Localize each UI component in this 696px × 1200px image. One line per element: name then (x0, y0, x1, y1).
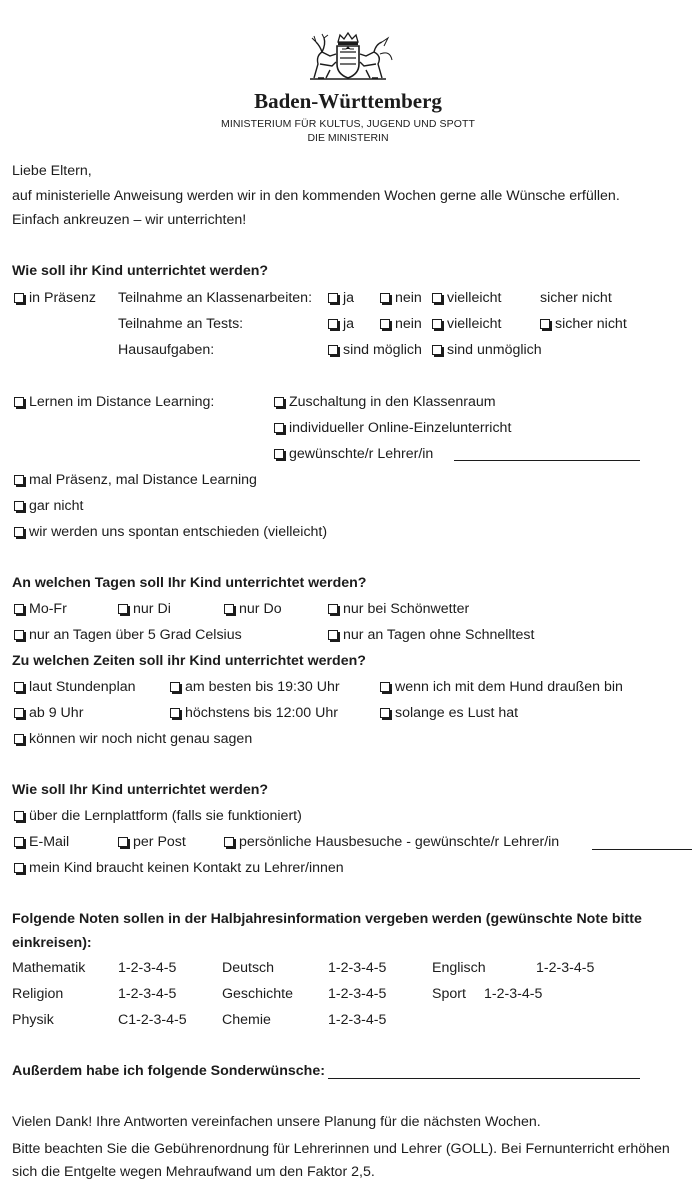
checkbox[interactable] (14, 811, 24, 821)
checkbox[interactable] (380, 708, 390, 718)
checkbox[interactable] (14, 501, 24, 511)
section-heading-channel: Wie soll Ihr Kind unterrichtet werden? (12, 782, 269, 798)
checkbox[interactable] (118, 604, 128, 614)
option-ab9[interactable]: ab 9 Uhr (14, 705, 83, 721)
option-tests-ja[interactable]: ja (328, 316, 354, 332)
checkbox[interactable] (328, 630, 338, 640)
option-schnelltest[interactable]: nur an Tagen ohne Schnelltest (328, 627, 534, 643)
subject-grades[interactable]: 1-2-3-4-5 (118, 960, 177, 976)
hausbesuche-blank-line[interactable] (592, 849, 692, 850)
option-di[interactable]: nur Di (118, 601, 171, 617)
option-ka-vielleicht[interactable]: vielleicht (432, 290, 501, 306)
subject-grades[interactable]: 1-2-3-4-5 (536, 960, 595, 976)
option-spontan[interactable]: wir werden uns spontan entschieden (vielleicht) (14, 524, 327, 540)
option-ka-nein[interactable]: nein (380, 290, 422, 306)
subject-name: Chemie (222, 1012, 271, 1028)
checkbox[interactable] (328, 604, 338, 614)
option-garnicht[interactable]: gar nicht (14, 498, 83, 514)
subject-grades[interactable]: 1-2-3-4-5 (328, 986, 387, 1002)
option-stundenplan[interactable]: laut Stundenplan (14, 679, 136, 695)
option-ha-unmoeglich[interactable]: sind unmöglich (432, 342, 542, 358)
option-email[interactable]: E-Mail (14, 834, 69, 850)
checkbox[interactable] (432, 319, 442, 329)
section-heading-grades: Folgende Noten sollen in der Halbjahresinformation vergeben werden (gewünschte Note bitte (12, 911, 642, 927)
checkbox[interactable] (118, 837, 128, 847)
checkbox[interactable] (274, 397, 284, 407)
option-tests-nein[interactable]: nein (380, 316, 422, 332)
option-genau[interactable]: können wir noch nicht genau sagen (14, 731, 252, 747)
ministry-office: DIE MINISTERIN (307, 132, 389, 144)
footer-fees-cont: sich die Entgelte wegen Mehraufwand um den Faktor 2,5. (12, 1164, 375, 1180)
option-do[interactable]: nur Do (224, 601, 282, 617)
subject-grades[interactable]: 1-2-3-4-5 (328, 960, 387, 976)
brand-title: Baden-Württemberg (254, 89, 442, 113)
checkbox[interactable] (328, 319, 338, 329)
checkbox[interactable] (14, 527, 24, 537)
section-heading-times: Zu welchen Zeiten soll ihr Kind unterrichtet werden? (12, 653, 366, 669)
checkbox[interactable] (14, 708, 24, 718)
option-online[interactable]: individueller Online-Einzelunterricht (274, 420, 511, 436)
option-ka-ja[interactable]: ja (328, 290, 354, 306)
option-praesenz[interactable]: in Präsenz (14, 290, 96, 306)
subject-grades[interactable]: 1-2-3-4-5 (118, 986, 177, 1002)
special-wishes-blank-line[interactable] (328, 1078, 640, 1079)
subject-name: Religion (12, 986, 64, 1002)
checkbox[interactable] (432, 293, 442, 303)
subject-name: Mathematik (12, 960, 86, 976)
coat-of-arms-logo (300, 32, 396, 82)
subject-grades[interactable]: 1-2-3-4-5 (484, 986, 543, 1002)
option-tests-sicher-nicht[interactable]: sicher nicht (540, 316, 627, 332)
option-grad[interactable]: nur an Tagen über 5 Grad Celsius (14, 627, 242, 643)
label-tests: Teilnahme an Tests: (118, 316, 244, 332)
checkbox[interactable] (224, 837, 234, 847)
option-ha-moeglich[interactable]: sind möglich (328, 342, 422, 358)
footer-thanks: Vielen Dank! Ihre Antworten vereinfachen unsere Planung für die nächsten Wochen. (12, 1114, 541, 1130)
intro-line-2: Einfach ankreuzen – wir unterrichten! (12, 212, 247, 228)
option-zuschaltung[interactable]: Zuschaltung in den Klassenraum (274, 394, 496, 410)
checkbox[interactable] (328, 293, 338, 303)
subject-name: Geschichte (222, 986, 293, 1002)
checkbox[interactable] (14, 734, 24, 744)
checkbox[interactable] (14, 397, 24, 407)
checkbox[interactable] (170, 708, 180, 718)
option-hund[interactable]: wenn ich mit dem Hund draußen bin (380, 679, 623, 695)
option-post[interactable]: per Post (118, 834, 186, 850)
checkbox[interactable] (274, 449, 284, 459)
checkbox[interactable] (14, 682, 24, 692)
section-heading-how: Wie soll ihr Kind unterrichtet werden? (12, 263, 269, 279)
checkbox[interactable] (14, 604, 24, 614)
option-keinkontakt[interactable]: mein Kind braucht keinen Kontakt zu Lehrer/innen (14, 860, 344, 876)
intro-line-1: auf ministerielle Anweisung werden wir in den kommenden Wochen gerne alle Wünsche erfüllen. (12, 188, 620, 204)
checkbox[interactable] (540, 319, 550, 329)
greeting: Liebe Eltern, (12, 163, 92, 179)
subject-name: Deutsch (222, 960, 275, 976)
checkbox[interactable] (274, 423, 284, 433)
checkbox[interactable] (14, 293, 24, 303)
option-hausbesuche[interactable]: persönliche Hausbesuche - gewünschte/r Lehrer/in (224, 834, 559, 850)
checkbox[interactable] (14, 475, 24, 485)
option-mofr[interactable]: Mo-Fr (14, 601, 67, 617)
subject-name: Sport (432, 986, 466, 1002)
ministry-name: MINISTERIUM FÜR KULTUS, JUGEND UND SPOTT (220, 118, 476, 130)
option-schoenwetter[interactable]: nur bei Schönwetter (328, 601, 469, 617)
option-wunschlehrer[interactable]: gewünschte/r Lehrer/in (274, 446, 433, 462)
checkbox[interactable] (14, 837, 24, 847)
subject-grades[interactable]: C1-2-3-4-5 (118, 1012, 187, 1028)
section-heading-grades-cont: einkreisen): (12, 935, 92, 951)
checkbox[interactable] (380, 293, 390, 303)
footer-fees: Bitte beachten Sie die Gebührenordnung für Lehrerinnen und Lehrer (GOLL). Bei Fernunterricht erhöhen (12, 1141, 670, 1157)
checkbox[interactable] (14, 863, 24, 873)
subject-name: Physik (12, 1012, 54, 1028)
option-distance[interactable]: Lernen im Distance Learning: (14, 394, 214, 410)
checkbox[interactable] (328, 345, 338, 355)
label-hausaufgaben: Hausaufgaben: (118, 342, 215, 358)
option-lust[interactable]: solange es Lust hat (380, 705, 518, 721)
subject-name: Englisch (432, 960, 486, 976)
option-ka-sicher-nicht[interactable]: sicher nicht (540, 290, 612, 306)
checkbox[interactable] (380, 319, 390, 329)
label-klassenarbeiten: Teilnahme an Klassenarbeiten: (118, 290, 313, 306)
option-bis1930[interactable]: am besten bis 19:30 Uhr (170, 679, 340, 695)
checkbox[interactable] (14, 630, 24, 640)
section-heading-days: An welchen Tagen soll Ihr Kind unterrichtet werden? (12, 575, 367, 591)
option-tests-vielleicht[interactable]: vielleicht (432, 316, 501, 332)
option-lernplattform[interactable]: über die Lernplattform (falls sie funktioniert) (14, 808, 302, 824)
checkbox[interactable] (432, 345, 442, 355)
checkbox[interactable] (224, 604, 234, 614)
special-wishes-label: Außerdem habe ich folgende Sonderwünsche: (12, 1063, 325, 1079)
wunschlehrer-blank-line[interactable] (454, 460, 640, 461)
subject-grades[interactable]: 1-2-3-4-5 (328, 1012, 387, 1028)
checkbox[interactable] (380, 682, 390, 692)
checkbox[interactable] (170, 682, 180, 692)
option-mal[interactable]: mal Präsenz, mal Distance Learning (14, 472, 257, 488)
option-bis12[interactable]: höchstens bis 12:00 Uhr (170, 705, 338, 721)
